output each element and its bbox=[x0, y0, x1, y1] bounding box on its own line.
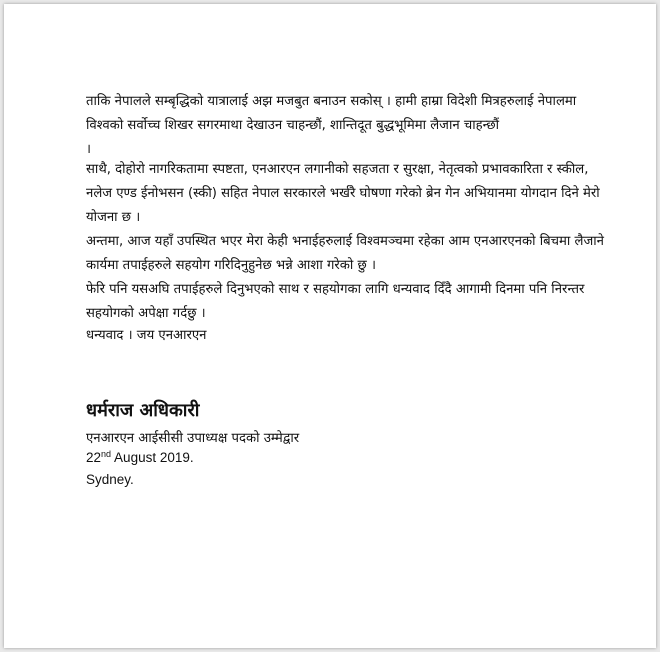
paragraph-1: ताकि नेपालले सम्बृद्धिको यात्रालाई अझ मजबुत बनाउन सकोस् । हामी हाम्रा विदेशी मित्रहरुलाई नेपालमा विश्वको सर्वोच्च शिखर सगरमाथा देखाउन चाहन्छौं, शान्तिदूत बुद्धभूमिमा लैजान चाहन्छौं । bbox=[86, 94, 577, 157]
signatory-title: एनआरएन आईसीसी उपाध्यक्ष पदको उम्मेद्वार bbox=[86, 431, 300, 446]
date-day: 22 bbox=[86, 450, 102, 465]
date-rest: August 2019. bbox=[111, 450, 194, 465]
signatory-name: धर्मराज अधिकारी bbox=[86, 400, 200, 421]
signature-place: Sydney. bbox=[86, 472, 134, 487]
closing-line: धन्यवाद । जय एनआरएन bbox=[86, 328, 207, 343]
paragraph-3: अन्तमा, आज यहाँ उपस्थित भएर मेरा केही भनाईहरुलाई विश्वमञ्चमा रहेका आम एनआरएनको बिचमा लैजाने कार्यमा तपाईहरुले सहयोग गरिदिनुहुनेछ भन्ने आशा गरेको छु । bbox=[86, 234, 605, 273]
paragraph-4: फेरि पनि यसअघि तपाईहरुले दिनुभएको साथ र सहयोगका लागि धन्यवाद दिँदै आगामी दिनमा पनि निरन्तर सहयोगको अपेक्षा गर्दछु । bbox=[86, 282, 585, 321]
date-suffix: nd bbox=[101, 449, 112, 459]
document-page bbox=[4, 4, 656, 648]
signature-date bbox=[86, 450, 194, 465]
paragraph-2: साथै, दोहोरो नागरिकतामा स्पष्टता, एनआरएन लगानीको सहजता र सुरक्षा, नेतृत्वको प्रभावकारिता र स्कील, नलेज एण्ड ईनोभसन (स्की) सहित नेपाल सरकारले भर्खरै घोषणा गरेको ब्रेन गेन अभियानमा योगदान दिने मेरो योजना छ । bbox=[86, 162, 600, 225]
